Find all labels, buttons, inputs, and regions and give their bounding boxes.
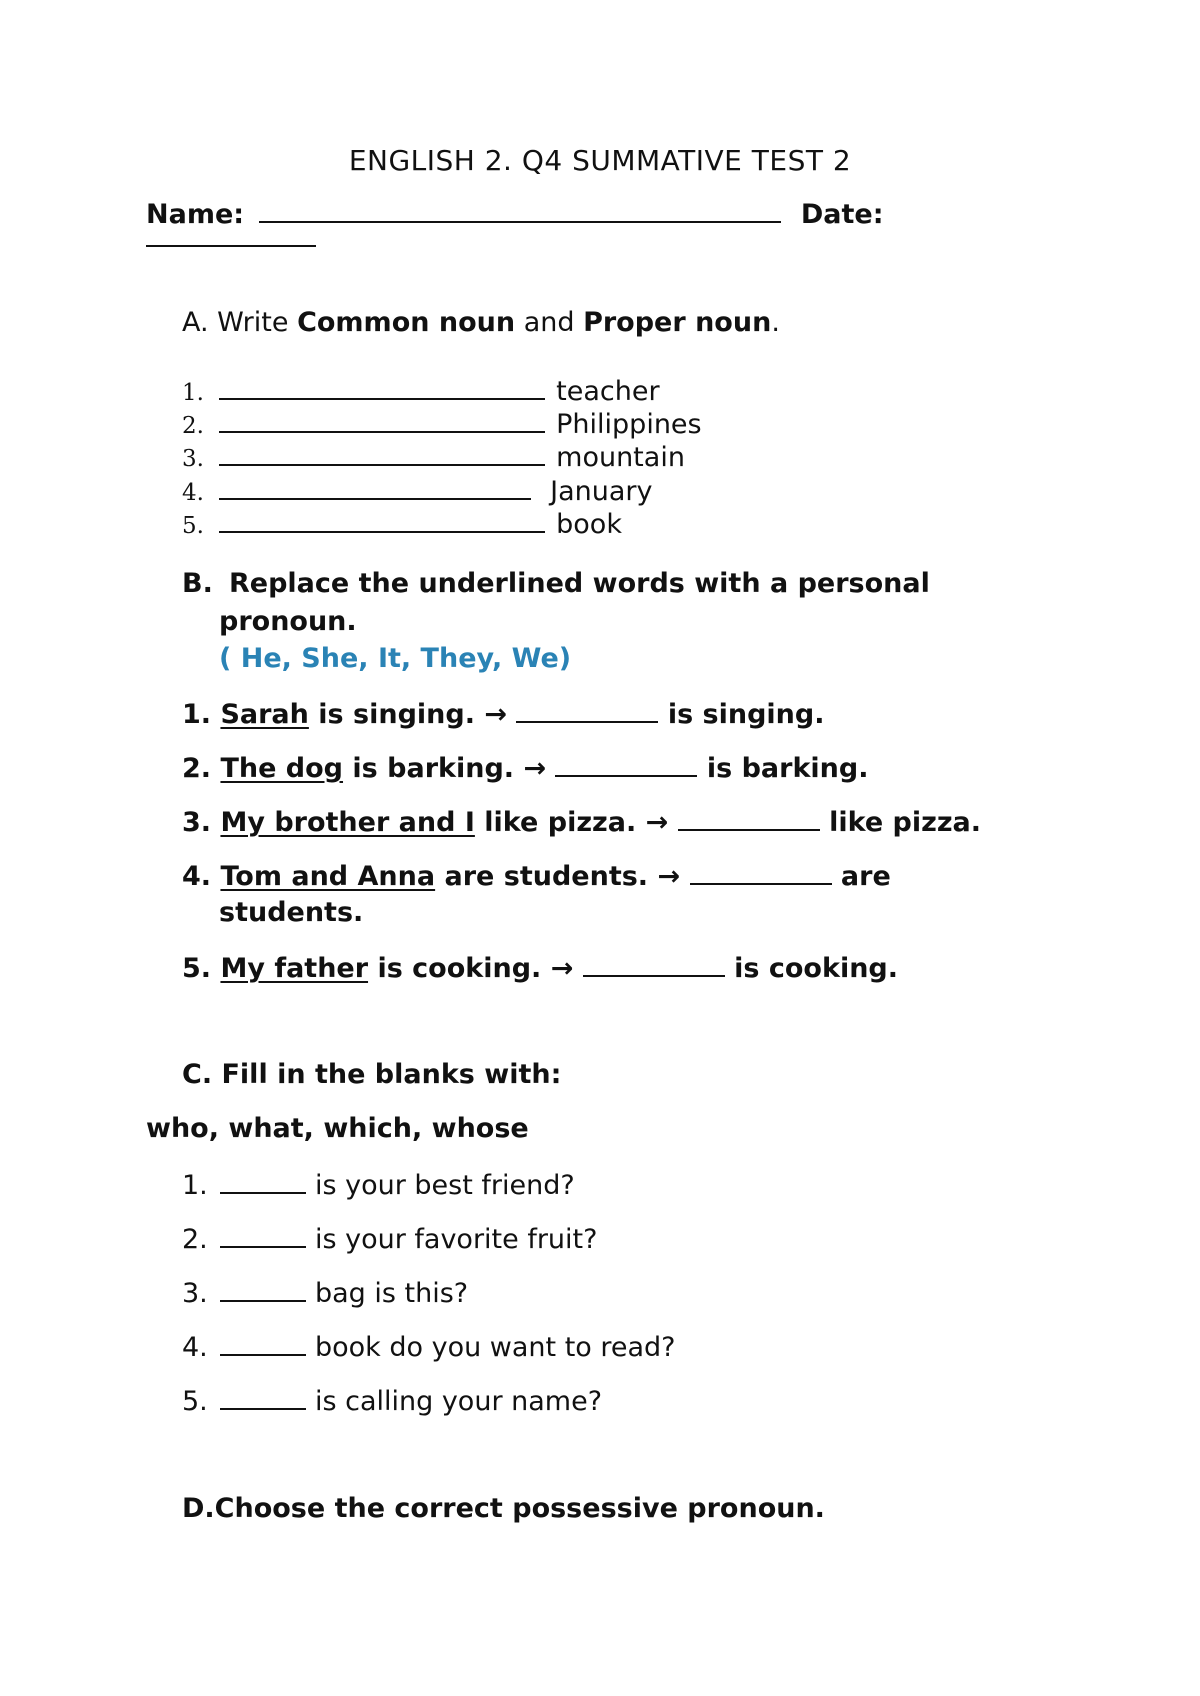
item-word: teacher [556,376,660,407]
answer-blank[interactable] [678,805,820,831]
name-row [146,197,884,230]
list-item [182,507,622,540]
section-c-instruction: Fill in the blanks with: [221,1059,562,1090]
item-word: mountain [556,442,685,473]
item-word: book [556,509,622,540]
list-item [182,859,891,892]
section-d-instruction: Choose the correct possessive pronoun. [214,1493,825,1524]
answer-blank[interactable] [219,474,531,500]
answer-blank[interactable] [220,1168,306,1194]
sentence-part: are [840,861,891,892]
list-item [182,1276,468,1309]
question-text: is your best friend? [314,1170,575,1201]
arrow-icon: → [550,953,574,984]
list-item [182,1222,597,1255]
sentence-part: are students. [444,861,649,892]
section-d-letter: D. [182,1493,215,1524]
item-word: January [550,476,653,507]
answer-blank[interactable] [516,697,658,723]
item-number: 2. [182,753,212,784]
name-blank[interactable] [259,197,781,223]
answer-blank[interactable] [220,1276,306,1302]
item-number: 5. [182,953,212,984]
underlined-words: The dog [220,753,344,784]
answer-blank[interactable] [219,407,545,433]
list-item [182,474,653,507]
list-item [182,951,898,984]
arrow-icon: → [657,861,681,892]
list-item [182,374,660,407]
pronoun-choices: ( He, She, It, They, We) [219,643,572,674]
answer-blank[interactable] [220,1222,306,1248]
sentence-continuation: students. [219,897,364,928]
answer-blank[interactable] [690,859,832,885]
item-number: 1. [182,699,212,730]
section-c-heading [182,1059,561,1090]
item-number: 3. [182,1278,208,1309]
section-b-instruction-cont: pronoun. [219,606,357,637]
section-a-mid: and [523,307,575,338]
section-a-end: . [771,307,780,338]
page-title: ENGLISH 2. Q4 SUMMATIVE TEST 2 [348,144,852,177]
underlined-words: My father [220,953,369,984]
sentence-part: is barking. [352,753,515,784]
arrow-icon: → [645,807,669,838]
question-text: bag is this? [314,1278,469,1309]
arrow-icon: → [523,753,547,784]
question-text: is calling your name? [314,1386,603,1417]
sentence-part: is cooking. [377,953,542,984]
underlined-words: My brother and I [220,807,475,838]
answer-blank[interactable] [219,507,545,533]
question-text: is your favorite fruit? [314,1224,598,1255]
list-item [182,1330,676,1363]
section-a-pre: Write [217,307,289,338]
sentence-part: is barking. [706,753,869,784]
section-a-term-common: Common noun [297,307,516,338]
section-a-term-proper: Proper noun [583,307,772,338]
underlined-words: Tom and Anna [220,861,436,892]
name-label: Name: [146,199,245,230]
item-number: 1. [182,380,204,406]
answer-blank[interactable] [583,951,725,977]
list-item [182,751,868,784]
arrow-icon: → [484,699,507,730]
item-number: 5. [182,1386,208,1417]
date-label: Date: [800,199,884,230]
item-number: 3. [182,807,212,838]
answer-blank[interactable] [220,1330,306,1356]
item-number: 4. [182,1332,208,1363]
section-c-letter: C. [182,1059,213,1090]
list-item [182,407,702,440]
item-number: 3. [182,446,204,472]
word-bank: who, what, which, whose [146,1113,529,1144]
underlined-words: Sarah [220,699,309,730]
item-number: 2. [182,1224,208,1255]
answer-blank[interactable] [220,1384,306,1410]
list-item [182,805,981,838]
list-item [182,440,685,473]
item-number: 4. [182,480,204,506]
sentence-part: like pizza. [484,807,637,838]
item-number: 5. [182,513,204,539]
answer-blank[interactable] [219,440,545,466]
section-b-letter: B. [182,568,213,599]
sentence-part: is singing. [667,699,825,730]
section-b-instruction: Replace the underlined words with a personal [229,568,930,599]
section-a-heading [182,307,780,338]
item-number: 4. [182,861,212,892]
item-number: 1. [182,1170,208,1201]
sentence-part: like pizza. [829,807,982,838]
list-item [182,697,824,730]
sentence-part: is singing. [318,699,475,730]
date-blank[interactable] [146,245,316,247]
section-a-letter: A. [182,307,209,338]
list-item [182,1168,575,1201]
answer-blank[interactable] [219,374,545,400]
answer-blank[interactable] [555,751,697,777]
section-d-heading [182,1493,825,1524]
item-word: Philippines [556,409,702,440]
question-text: book do you want to read? [314,1332,676,1363]
sentence-part: is cooking. [734,953,899,984]
list-item [182,1384,602,1417]
item-number: 2. [182,413,204,439]
